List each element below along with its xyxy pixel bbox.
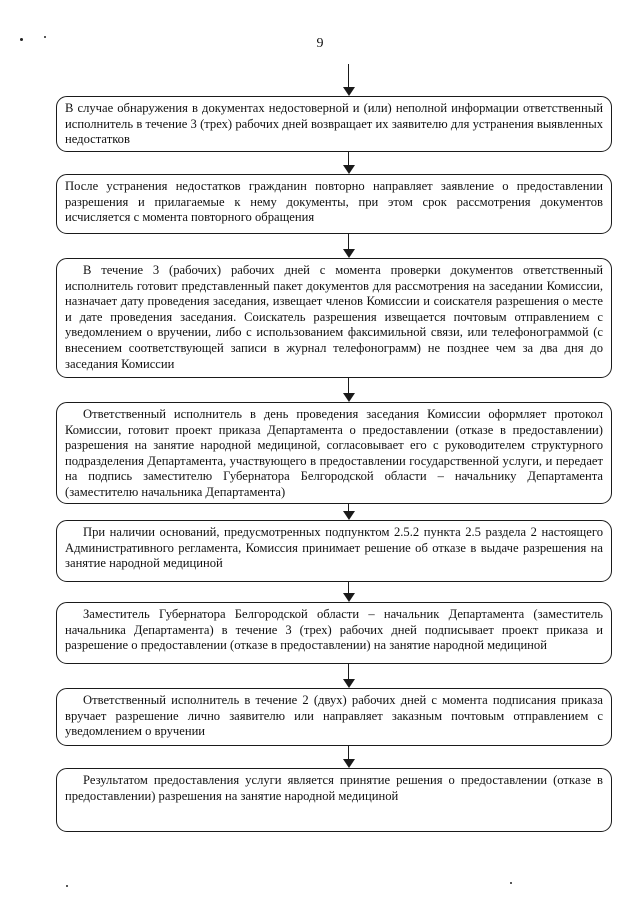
flow-step-sign-order bbox=[56, 602, 612, 664]
flow-arrow bbox=[343, 64, 355, 96]
flow-arrow bbox=[343, 152, 355, 174]
step-text: В случае обнаружения в документах недостоверной и (или) неполной информации ответственный исполнитель в течение 3 (трех) рабочих дней возвращает их заявителю для устранения выявленных недостатков bbox=[65, 101, 603, 147]
flow-step-protocol-and-order bbox=[56, 402, 612, 504]
scan-speck bbox=[66, 885, 68, 887]
flow-arrow bbox=[343, 582, 355, 602]
step-text: Заместитель Губернатора Белгородской области – начальник Департамента (заместитель начальника Департамента) в течение 3 (трех) рабочих дней подписывает проект приказа и разрешение о предоставлении (отказе в предоставлении) на занятие народной медициной bbox=[65, 607, 603, 653]
scan-speck bbox=[510, 882, 512, 884]
flow-arrow bbox=[343, 234, 355, 258]
flow-arrow bbox=[343, 504, 355, 520]
flow-arrow bbox=[343, 664, 355, 688]
flow-step-return-documents bbox=[56, 96, 612, 152]
flow-step-refusal-decision bbox=[56, 520, 612, 582]
step-text: В течение 3 (рабочих) рабочих дней с момента проверки документов ответственный исполнитель готовит представленный пакет документов для рассмотрения на заседании Комиссии, назначает дату проведения заседания, извещает членов Комиссии и соискателя разрешения о месте и дате проведения заседания. Соискатель разрешения извещается почтовым отправлением с уведомлением о вручении, либо с использованием факсимильной связи, или телефонограммой (с внесением соответствующей записи в журнал телефонограмм) не позднее чем за два дня до заседания Комиссии bbox=[65, 263, 603, 371]
flow-step-prepare-commission bbox=[56, 258, 612, 378]
step-text: Ответственный исполнитель в течение 2 (двух) рабочих дней с момента подписания приказа вручает разрешение лично заявителю или направляет заказным почтовым отправлением с уведомлением о вручении bbox=[65, 693, 603, 739]
step-text: После устранения недостатков гражданин повторно направляет заявление о предоставлении разрешения и прилагаемые к нему документы, при этом срок рассмотрения документов исчисляется с момента повторного обращения bbox=[65, 179, 603, 225]
flow-step-service-result bbox=[56, 768, 612, 832]
flow-arrow bbox=[343, 378, 355, 402]
page-number: 9 bbox=[316, 36, 324, 51]
flow-step-deliver-permit bbox=[56, 688, 612, 746]
step-text: Ответственный исполнитель в день проведения заседания Комиссии оформляет протокол Комиссии, готовит проект приказа Департамента о предоставлении (отказе в предоставлении) разрешения на занятие народной медициной, согласовывает его с руководителем структурного подразделения Департамента, участвующего в предоставлении государственной услуги, и передает на подпись заместителю Губернатора Белгородской области – начальнику Департамента (заместителю начальника Департамента) bbox=[65, 407, 603, 499]
flow-step-resubmission bbox=[56, 174, 612, 234]
step-text: При наличии оснований, предусмотренных подпунктом 2.5.2 пункта 2.5 раздела 2 настоящего Административного регламента, Комиссия принимает решение об отказе в выдаче разрешения на занятие народной медициной bbox=[65, 525, 603, 571]
step-text: Результатом предоставления услуги является принятие решения о предоставлении (отказе в предоставлении) разрешения на занятие народной медициной bbox=[65, 773, 603, 803]
flow-arrow bbox=[343, 746, 355, 768]
